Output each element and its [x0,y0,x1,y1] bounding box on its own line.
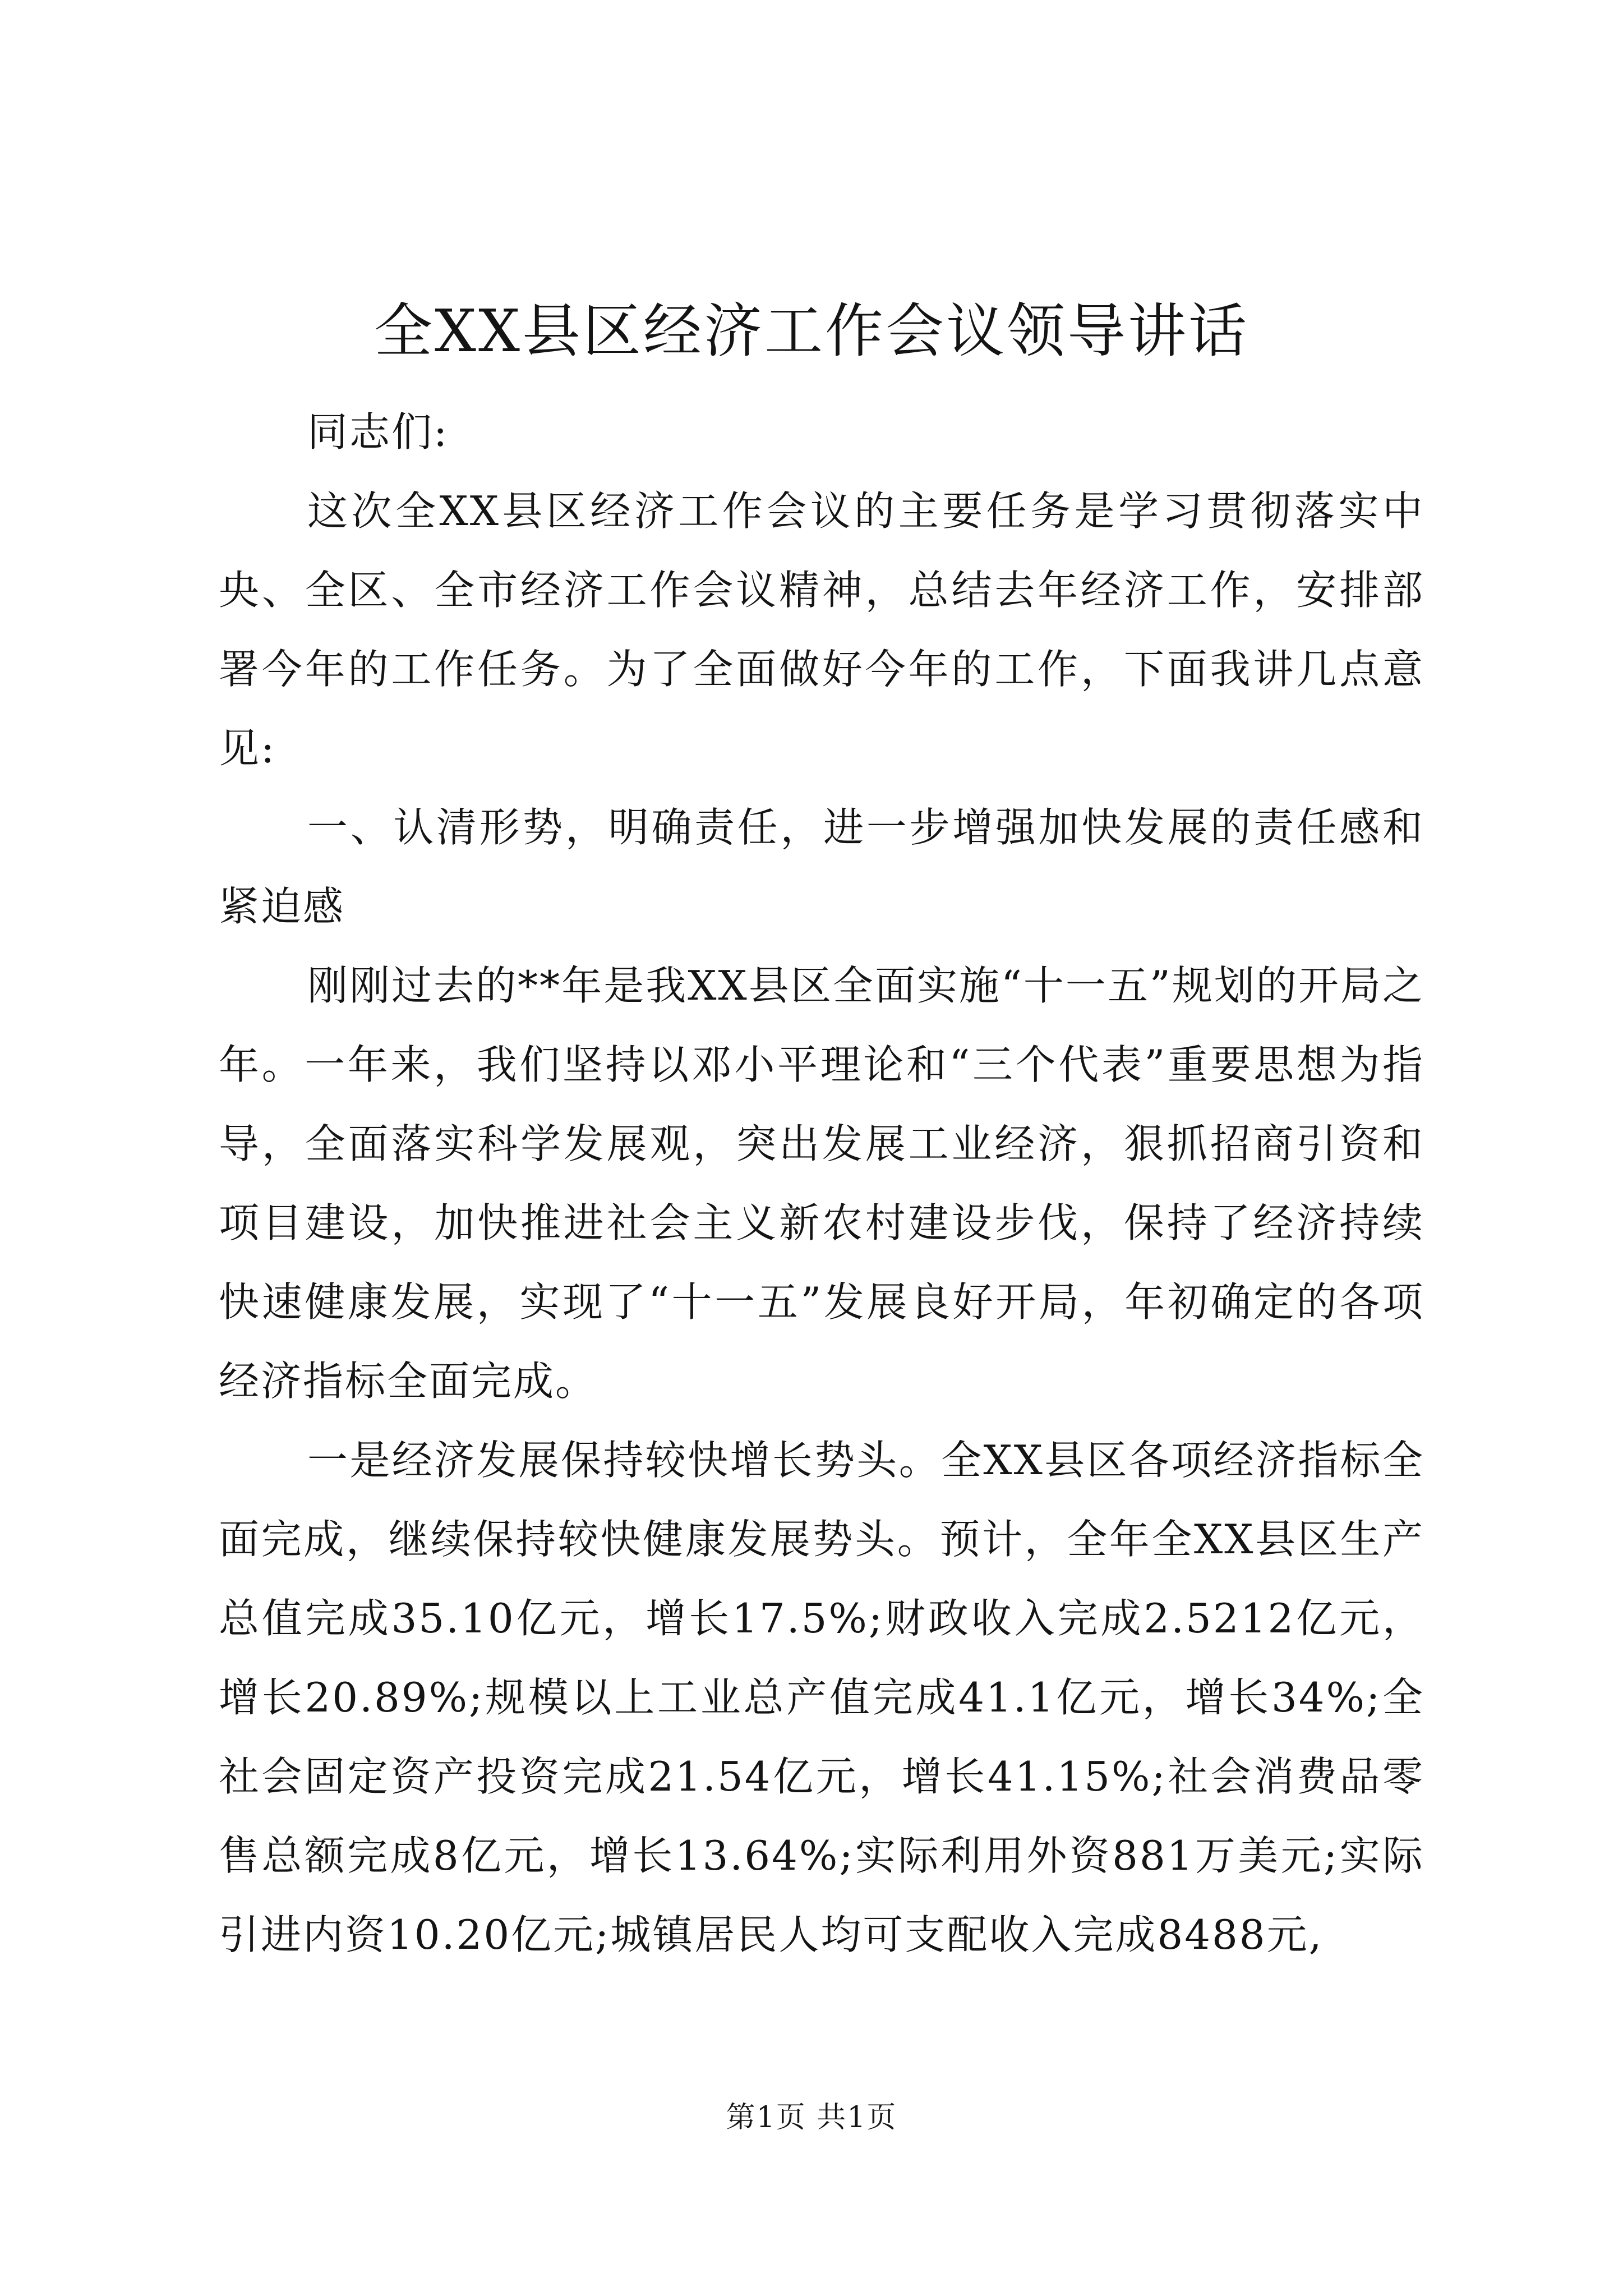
economic-indicators-paragraph: 一是经济发展保持较快增长势头。全XX县区各项经济指标全面完成，继续保持较快健康发展势头。预计，全年全XX县区生产总值完成35.10亿元，增长17.5%;财政收入完成2.5212亿元，增长20.89%;规模以上工业总产值完成41.1亿元，增长34%;全社会固定资产投资完成21.54亿元，增长41.15%;社会消费品零售总额完成8亿元，增长13.64%;实际利用外资881万美元;实际引进内资10.20亿元;城镇居民人均可支配收入完成8488元, [219,1437,1424,1958]
section-heading-paragraph: 一、认清形势，明确责任，进一步增强加快发展的责任感和紧迫感 [219,804,1424,930]
intro-paragraph: 这次全XX县区经济工作会议的主要任务是学习贯彻落实中央、全区、全市经济工作会议精神，总结去年经济工作，安排部署今年的工作任务。为了全面做好今年的工作，下面我讲几点意见: [219,487,1424,772]
document-body [219,393,1424,1975]
document-title: 全XX县区经济工作会议领导讲话 [374,297,1249,365]
salutation-paragraph: 同志们: [307,408,449,455]
page-footer: 第1页 共1页 [726,2101,897,2134]
review-paragraph: 刚刚过去的**年是我XX县区全面实施“十一五”规划的开局之年。一年来，我们坚持以邓小平理论和“三个代表”重要思想为指导，全面落实科学发展观，突出发展工业经济，狠抓招商引资和项目建设，加快推进社会主义新农村建设步伐，保持了经济持续快速健康发展，实现了“十一五”发展良好开局，年初确定的各项经济指标全面完成。 [219,962,1424,1405]
